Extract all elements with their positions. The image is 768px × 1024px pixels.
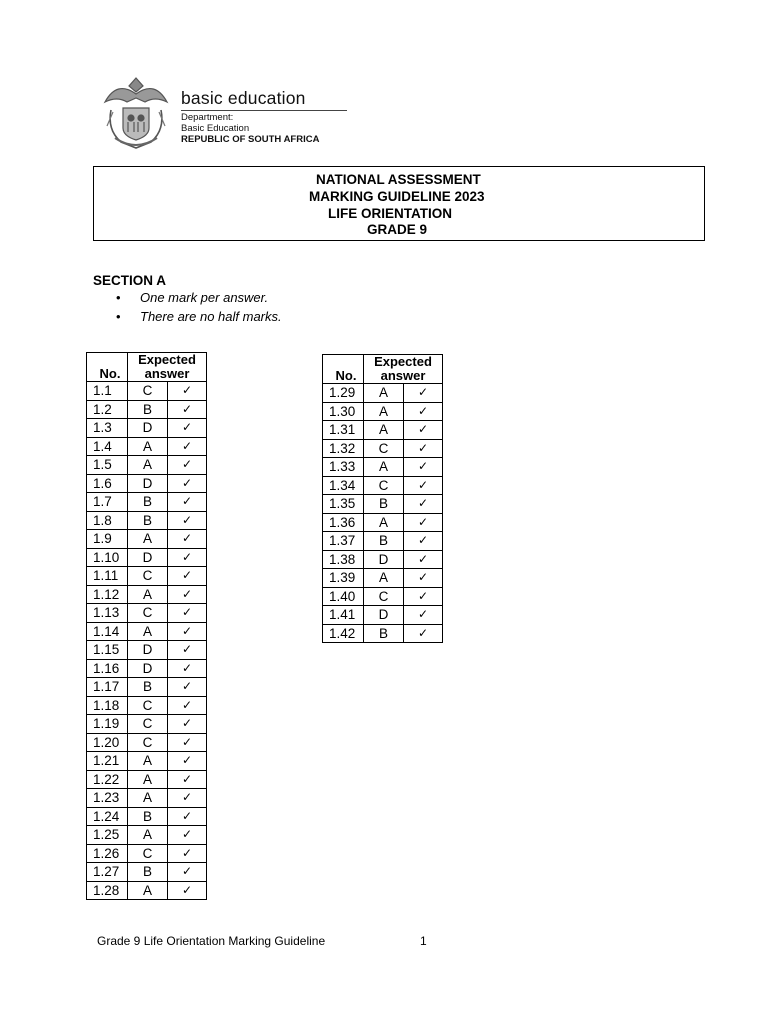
checkmark-icon: ✓: [404, 532, 443, 551]
expected-answer: A: [364, 458, 404, 477]
department-name: Basic Education: [181, 123, 250, 134]
question-number: 1.40: [323, 587, 364, 606]
question-number: 1.17: [87, 678, 128, 697]
expected-answer: D: [364, 550, 404, 569]
expected-answer: A: [364, 569, 404, 588]
brand-divider: [181, 110, 347, 111]
expected-answer: B: [364, 532, 404, 551]
department-block: [181, 112, 319, 145]
expected-answer: B: [364, 495, 404, 514]
department-label: Department:: [181, 112, 234, 123]
checkmark-icon: ✓: [168, 437, 207, 456]
question-number: 1.2: [87, 400, 128, 419]
checkmark-icon: ✓: [404, 624, 443, 643]
question-number: 1.15: [87, 641, 128, 660]
answer-row: [323, 550, 443, 569]
checkmark-icon: ✓: [168, 844, 207, 863]
checkmark-icon: ✓: [404, 606, 443, 625]
instruction-item: • There are no half marks.: [114, 307, 282, 326]
department-logo: [97, 70, 353, 154]
expected-answer: A: [128, 752, 168, 771]
answer-row: [323, 569, 443, 588]
expected-answer: D: [128, 548, 168, 567]
expected-answer: B: [128, 511, 168, 530]
checkmark-icon: ✓: [404, 384, 443, 403]
answer-row: [87, 493, 207, 512]
answer-row: [87, 715, 207, 734]
answer-row: [323, 458, 443, 477]
question-number: 1.13: [87, 604, 128, 623]
checkmark-icon: ✓: [168, 530, 207, 549]
question-number: 1.37: [323, 532, 364, 551]
question-number: 1.26: [87, 844, 128, 863]
checkmark-icon: ✓: [404, 513, 443, 532]
question-number: 1.42: [323, 624, 364, 643]
expected-answer: C: [128, 567, 168, 586]
title-line-1: NATIONAL ASSESSMENT: [316, 172, 481, 187]
expected-answer: C: [128, 844, 168, 863]
answer-table-2: [322, 354, 443, 643]
question-number: 1.6: [87, 474, 128, 493]
checkmark-icon: ✓: [168, 382, 207, 401]
expected-answer: A: [128, 789, 168, 808]
answer-row: [87, 641, 207, 660]
question-number: 1.3: [87, 419, 128, 438]
answer-row: [87, 752, 207, 771]
answer-row: [87, 604, 207, 623]
checkmark-icon: ✓: [404, 495, 443, 514]
answer-row: [87, 696, 207, 715]
expected-answer: B: [364, 624, 404, 643]
answer-table-1: [86, 352, 207, 900]
question-number: 1.35: [323, 495, 364, 514]
question-number: 1.10: [87, 548, 128, 567]
checkmark-icon: ✓: [168, 419, 207, 438]
question-number: 1.41: [323, 606, 364, 625]
question-number: 1.21: [87, 752, 128, 771]
question-number: 1.34: [323, 476, 364, 495]
question-number: 1.25: [87, 826, 128, 845]
checkmark-icon: ✓: [168, 604, 207, 623]
expected-answer: B: [128, 807, 168, 826]
expected-answer: A: [128, 530, 168, 549]
answer-row: [87, 881, 207, 900]
checkmark-icon: ✓: [168, 807, 207, 826]
question-number: 1.14: [87, 622, 128, 641]
question-number: 1.33: [323, 458, 364, 477]
answer-row: [87, 733, 207, 752]
expected-answer: A: [128, 585, 168, 604]
page-number: 1: [420, 934, 427, 948]
expected-answer: A: [364, 384, 404, 403]
checkmark-icon: ✓: [168, 400, 207, 419]
instruction-item: • One mark per answer.: [114, 288, 282, 307]
expected-answer: A: [364, 513, 404, 532]
answer-row: [87, 548, 207, 567]
checkmark-icon: ✓: [404, 550, 443, 569]
answer-row: [87, 770, 207, 789]
title-line-3: LIFE ORIENTATION: [328, 206, 452, 221]
answer-row: [87, 863, 207, 882]
coat-of-arms-icon: [97, 72, 175, 152]
expected-answer: D: [128, 474, 168, 493]
expected-answer: D: [128, 419, 168, 438]
answer-row: [87, 437, 207, 456]
expected-answer: A: [128, 881, 168, 900]
expected-answer: A: [128, 437, 168, 456]
answer-row: [323, 624, 443, 643]
expected-answer: A: [128, 826, 168, 845]
footer-text: Grade 9 Life Orientation Marking Guideline: [97, 934, 326, 948]
checkmark-icon: ✓: [404, 569, 443, 588]
question-number: 1.12: [87, 585, 128, 604]
question-number: 1.1: [87, 382, 128, 401]
answer-row: [87, 659, 207, 678]
brand-name: basic education: [181, 88, 306, 108]
question-number: 1.29: [323, 384, 364, 403]
expected-answer: A: [128, 456, 168, 475]
title-line-4: GRADE 9: [367, 222, 428, 237]
answer-row: [323, 495, 443, 514]
header-no: No.: [87, 353, 128, 382]
question-number: 1.20: [87, 733, 128, 752]
question-number: 1.24: [87, 807, 128, 826]
question-number: 1.38: [323, 550, 364, 569]
answer-row: [323, 513, 443, 532]
answer-row: [323, 439, 443, 458]
answer-row: [87, 382, 207, 401]
question-number: 1.23: [87, 789, 128, 808]
expected-answer: C: [364, 476, 404, 495]
header-no: No.: [323, 355, 364, 384]
question-number: 1.4: [87, 437, 128, 456]
checkmark-icon: ✓: [168, 493, 207, 512]
question-number: 1.19: [87, 715, 128, 734]
document-title-box: [93, 166, 705, 241]
checkmark-icon: ✓: [404, 421, 443, 440]
answer-row: [87, 585, 207, 604]
expected-answer: C: [364, 587, 404, 606]
checkmark-icon: ✓: [404, 439, 443, 458]
answer-row: [323, 421, 443, 440]
expected-answer: A: [364, 402, 404, 421]
header-expected-answer: Expected answer: [128, 353, 207, 382]
answer-row: [323, 587, 443, 606]
question-number: 1.36: [323, 513, 364, 532]
checkmark-icon: ✓: [168, 863, 207, 882]
question-number: 1.31: [323, 421, 364, 440]
country-name: REPUBLIC OF SOUTH AFRICA: [181, 134, 320, 145]
checkmark-icon: ✓: [404, 476, 443, 495]
checkmark-icon: ✓: [168, 585, 207, 604]
expected-answer: B: [128, 493, 168, 512]
answer-row: [87, 826, 207, 845]
answer-row: [87, 678, 207, 697]
expected-answer: A: [364, 421, 404, 440]
checkmark-icon: ✓: [168, 678, 207, 697]
checkmark-icon: ✓: [168, 715, 207, 734]
checkmark-icon: ✓: [168, 641, 207, 660]
checkmark-icon: ✓: [404, 587, 443, 606]
question-number: 1.27: [87, 863, 128, 882]
question-number: 1.8: [87, 511, 128, 530]
checkmark-icon: ✓: [168, 696, 207, 715]
checkmark-icon: ✓: [168, 511, 207, 530]
answer-row: [323, 476, 443, 495]
question-number: 1.39: [323, 569, 364, 588]
answer-row: [87, 511, 207, 530]
expected-answer: C: [364, 439, 404, 458]
checkmark-icon: ✓: [168, 474, 207, 493]
expected-answer: C: [128, 696, 168, 715]
expected-answer: C: [128, 604, 168, 623]
checkmark-icon: ✓: [168, 622, 207, 641]
checkmark-icon: ✓: [168, 456, 207, 475]
question-number: 1.11: [87, 567, 128, 586]
expected-answer: B: [128, 678, 168, 697]
expected-answer: C: [128, 733, 168, 752]
expected-answer: A: [128, 622, 168, 641]
expected-answer: D: [364, 606, 404, 625]
expected-answer: C: [128, 382, 168, 401]
checkmark-icon: ✓: [404, 402, 443, 421]
expected-answer: D: [128, 659, 168, 678]
title-line-2: MARKING GUIDELINE 2023: [309, 189, 485, 204]
checkmark-icon: ✓: [168, 881, 207, 900]
answer-row: [323, 384, 443, 403]
checkmark-icon: ✓: [168, 826, 207, 845]
question-number: 1.7: [87, 493, 128, 512]
answer-row: [323, 402, 443, 421]
answer-row: [87, 622, 207, 641]
answer-row: [87, 844, 207, 863]
answer-row: [323, 532, 443, 551]
question-number: 1.28: [87, 881, 128, 900]
answer-row: [323, 606, 443, 625]
question-number: 1.22: [87, 770, 128, 789]
checkmark-icon: ✓: [168, 770, 207, 789]
question-number: 1.30: [323, 402, 364, 421]
answer-row: [87, 400, 207, 419]
answer-row: [87, 567, 207, 586]
answer-row: [87, 474, 207, 493]
answer-row: [87, 789, 207, 808]
question-number: 1.32: [323, 439, 364, 458]
instructions-list: [114, 288, 282, 326]
answer-row: [87, 807, 207, 826]
answer-row: [87, 419, 207, 438]
expected-answer: C: [128, 715, 168, 734]
checkmark-icon: ✓: [168, 659, 207, 678]
answer-row: [87, 530, 207, 549]
question-number: 1.18: [87, 696, 128, 715]
checkmark-icon: ✓: [168, 789, 207, 808]
header-expected-answer: Expected answer: [364, 355, 443, 384]
expected-answer: B: [128, 400, 168, 419]
expected-answer: A: [128, 770, 168, 789]
question-number: 1.16: [87, 659, 128, 678]
expected-answer: B: [128, 863, 168, 882]
checkmark-icon: ✓: [168, 733, 207, 752]
expected-answer: D: [128, 641, 168, 660]
question-number: 1.9: [87, 530, 128, 549]
section-title: SECTION A: [93, 273, 167, 288]
checkmark-icon: ✓: [404, 458, 443, 477]
checkmark-icon: ✓: [168, 548, 207, 567]
checkmark-icon: ✓: [168, 752, 207, 771]
answer-row: [87, 456, 207, 475]
question-number: 1.5: [87, 456, 128, 475]
checkmark-icon: ✓: [168, 567, 207, 586]
